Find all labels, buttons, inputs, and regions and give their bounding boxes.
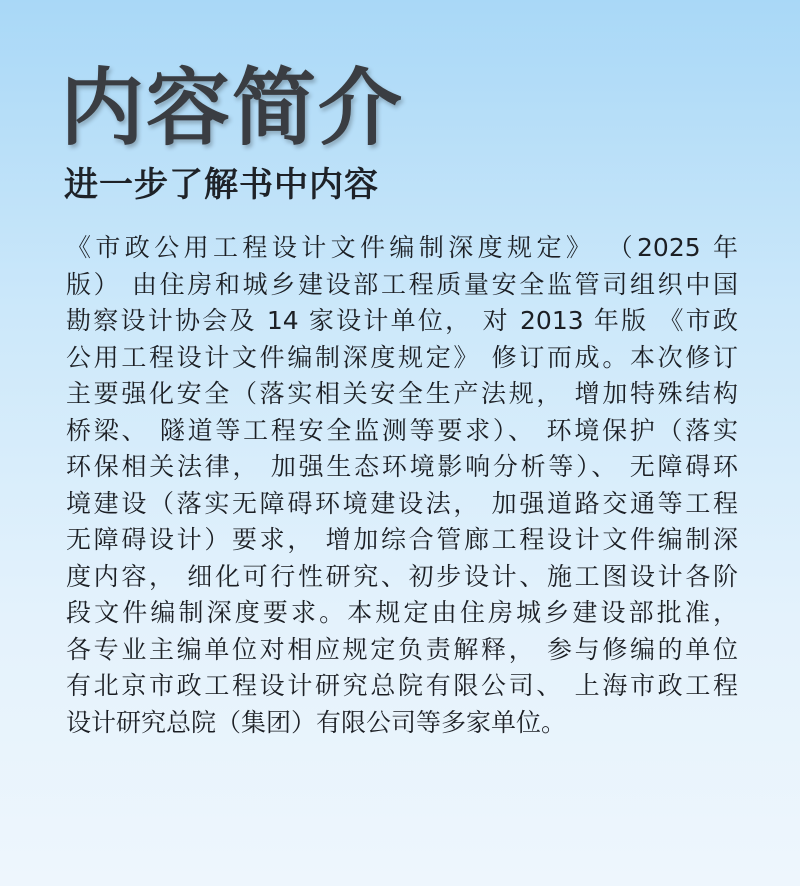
paragraph-line: 各专业主编单位对相应规定负责解释， 参与修编的单位	[66, 634, 738, 664]
paragraph-line: 勘察设计协会及 14 家设计单位， 对 2013 年版 《市政	[66, 306, 738, 335]
paragraph-line: 无障碍设计）要求， 增加综合管廊工程设计文件编制深	[66, 525, 738, 554]
paragraph-line: 设计研究总院（集团）有限公司等多家单位。	[66, 707, 567, 737]
paragraph-line: 桥梁、 隧道等工程安全监测等要求）、 环境保护（落实	[66, 415, 738, 445]
page-title: 内容简介	[60, 59, 405, 157]
intro-paragraph	[66, 230, 738, 741]
paragraph-line: 《市政公用工程设计文件编制深度规定》 （2025 年	[66, 233, 738, 262]
paragraph-line: 版） 由住房和城乡建设部工程质量安全监管司组织中国	[66, 269, 738, 299]
page-subtitle: 进一步了解书中内容	[64, 165, 379, 205]
paragraph-line: 境建设（落实无障碍环境建设法， 加强道路交通等工程	[66, 488, 738, 518]
paragraph-line: 主要强化安全（落实相关安全生产法规， 增加特殊结构	[66, 379, 738, 408]
paragraph-line: 公用工程设计文件编制深度规定》 修订而成。本次修订	[66, 342, 738, 372]
paragraph-line: 环保相关法律， 加强生态环境影响分析等）、 无障碍环	[66, 452, 738, 481]
paragraph-line: 度内容， 细化可行性研究、初步设计、施工图设计各阶	[66, 561, 738, 591]
paragraph-line: 有北京市政工程设计研究总院有限公司、 上海市政工程	[66, 671, 738, 700]
paragraph-line: 段文件编制深度要求。本规定由住房城乡建设部批准，	[66, 598, 738, 627]
